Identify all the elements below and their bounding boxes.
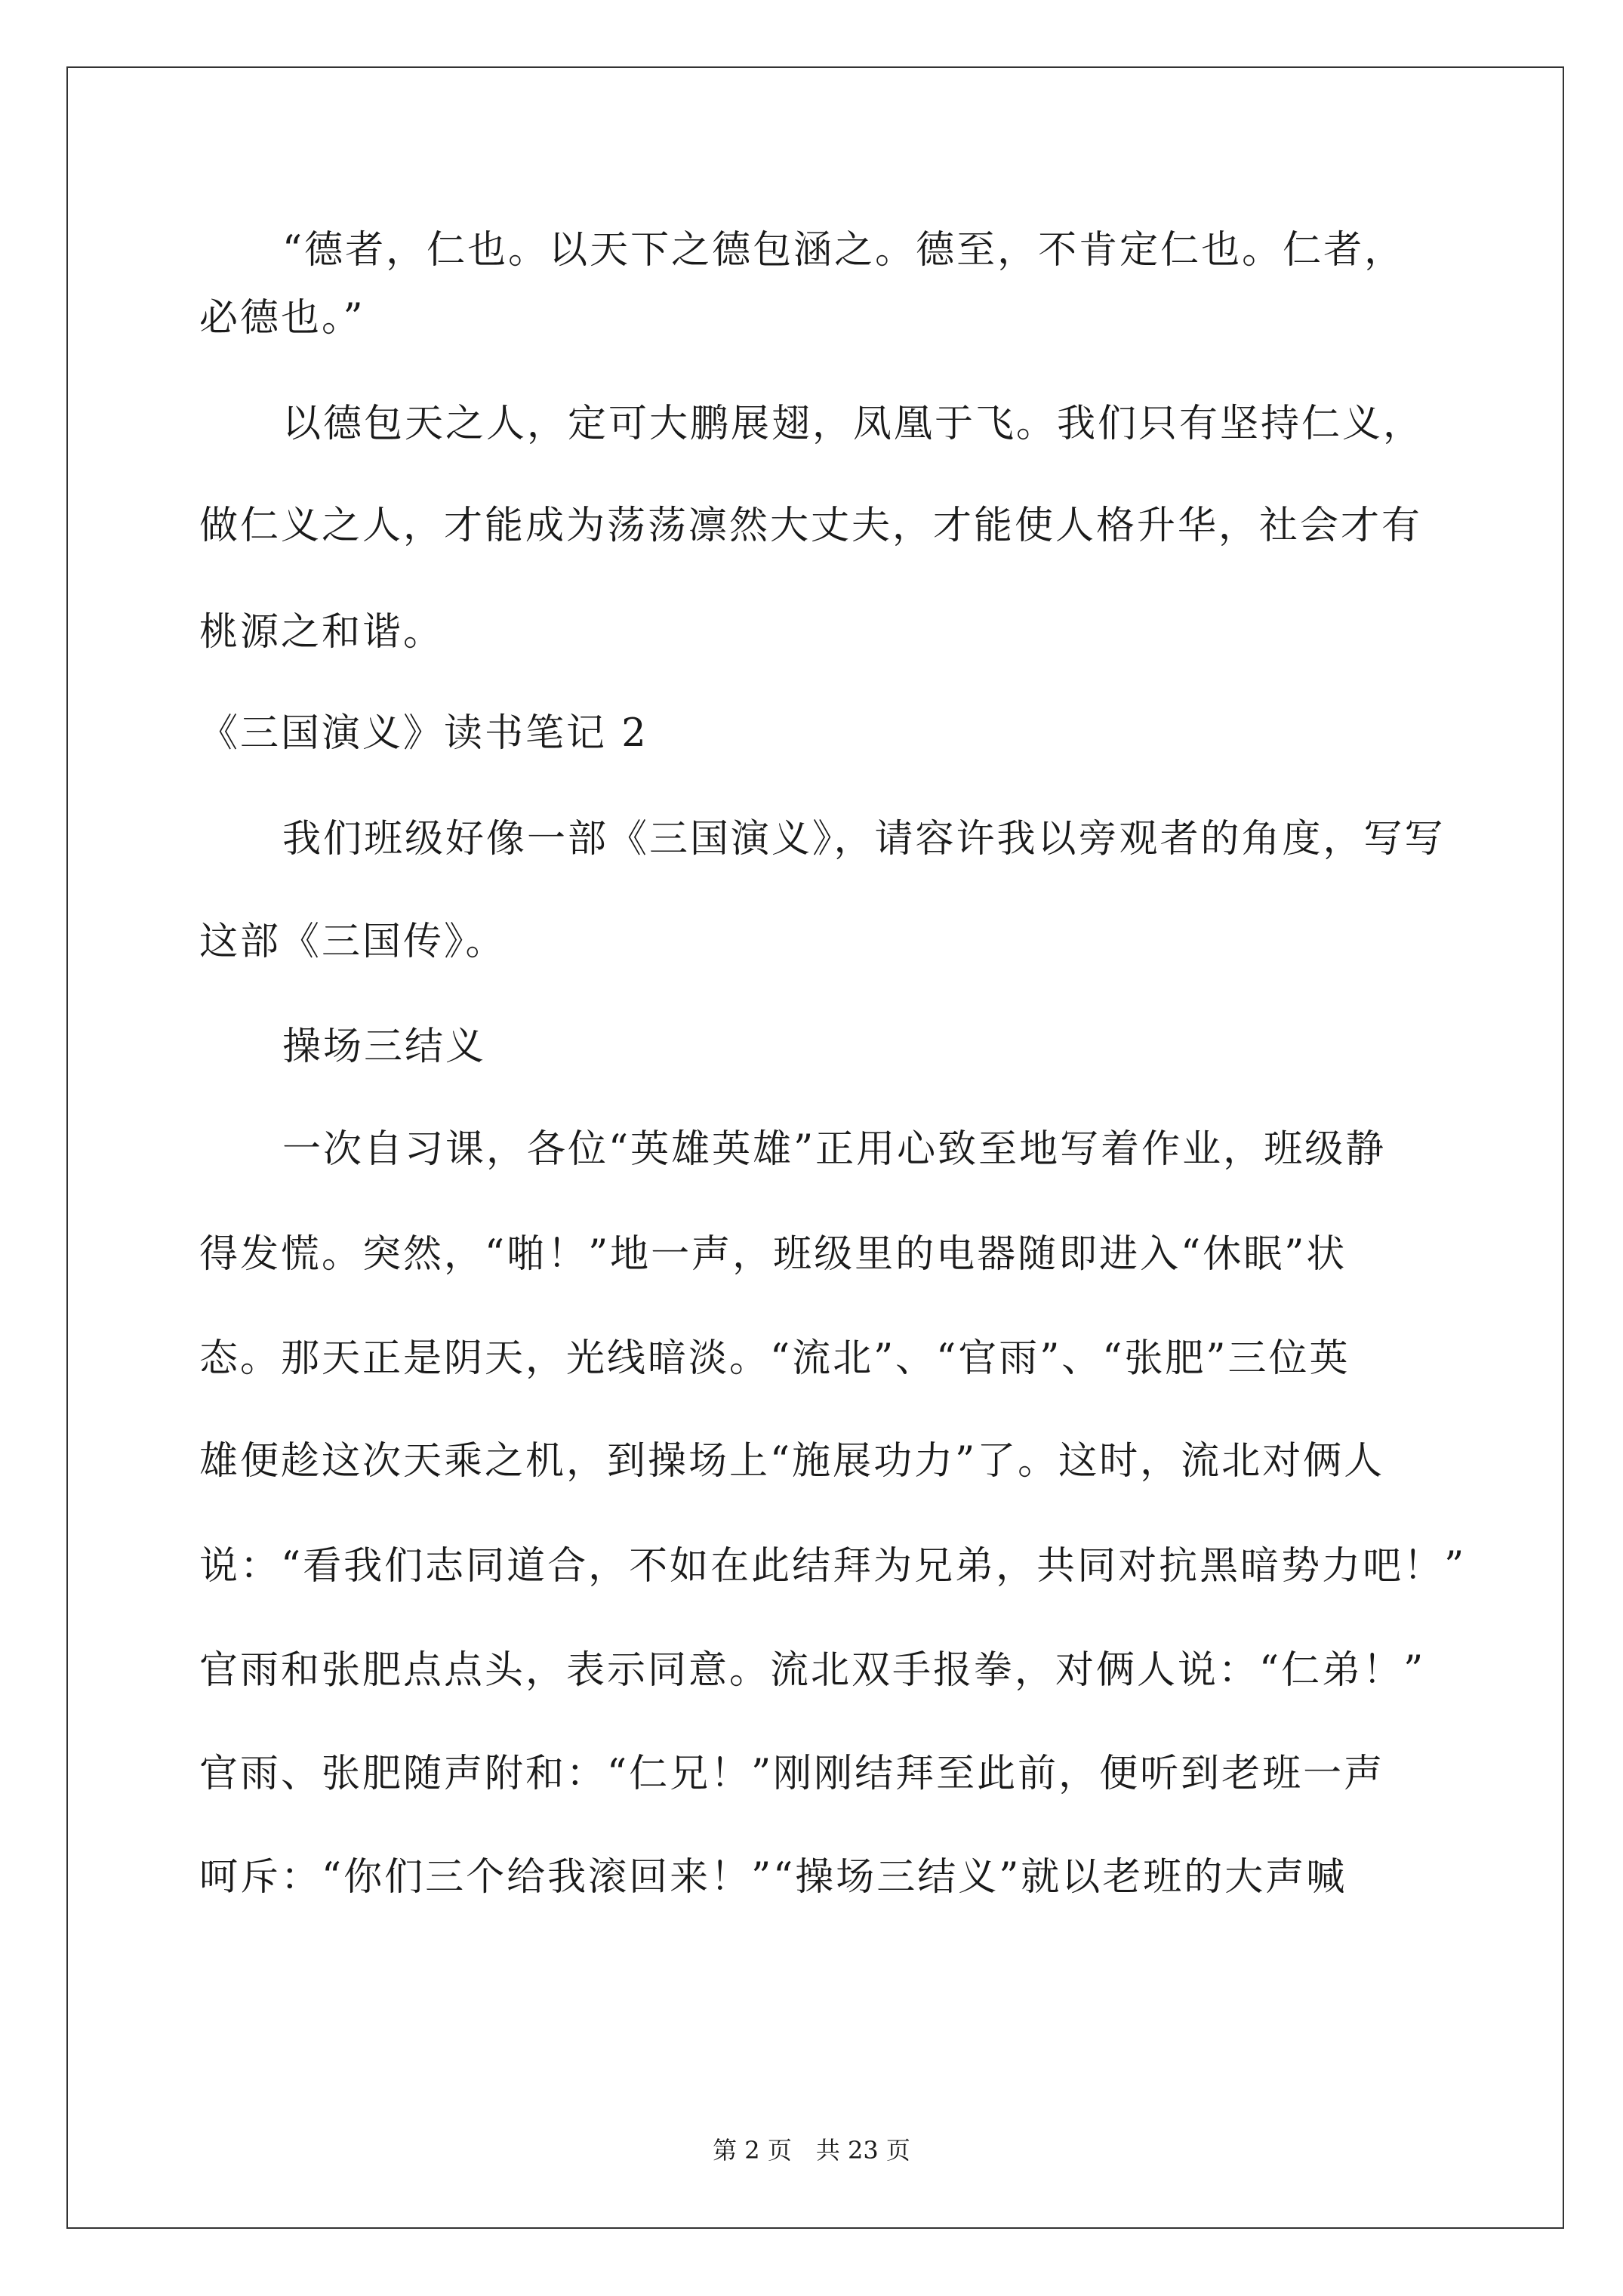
text-line: 必德也。” (199, 296, 365, 341)
section-heading: 《三国演义》读书笔记 2 (199, 711, 648, 756)
text-line: 桃源之和谐。 (199, 610, 445, 655)
text-line: 以德包天之人，定可大鹏展翅，凤凰于飞。我们只有坚持仁义， (282, 402, 1424, 446)
text-line: 态。那天正是阴天，光线暗淡。“流北”、“官雨”、“张肥”三位英 (199, 1336, 1350, 1381)
text-line: “德者，仁也。以天下之德包涵之。德至，不肯定仁也。仁者， (282, 228, 1406, 273)
page-number: 第 2 页 共 23 页 (713, 2136, 910, 2165)
subheading: 操场三结义 (282, 1025, 487, 1069)
text-line: 一次自习课，各位“英雄英雄”正用心致至地写着作业，班级静 (282, 1127, 1387, 1172)
text-line: 得发慌。突然，“啪！”地一声，班级里的电器随即进入“休眠”状 (199, 1232, 1347, 1277)
text-line: 做仁义之人，才能成为荡荡凛然大丈夫，才能使人格升华，社会才有 (199, 504, 1423, 548)
text-line: 雄便趁这次天乘之机，到操场上“施展功力”了。这时，流北对俩人 (199, 1439, 1385, 1484)
text-line: 呵斥：“你们三个给我滚回来！”“操场三结义”就以老班的大声喊 (199, 1855, 1347, 1900)
text-line: 说：“看我们志同道合，不如在此结拜为兄弟，共同对抗黑暗势力吧！” (199, 1544, 1467, 1589)
text-line: 这部《三国传》。 (199, 920, 507, 964)
text-line: 我们班级好像一部《三国演义》，请容许我以旁观者的角度，写写 (282, 817, 1446, 861)
text-line: 官雨、张肥随声附和：“仁兄！”刚刚结拜至此前，便听到老班一声 (199, 1752, 1385, 1796)
text-line: 官雨和张肥点点头，表示同意。流北双手报拳，对俩人说：“仁弟！” (199, 1648, 1426, 1693)
